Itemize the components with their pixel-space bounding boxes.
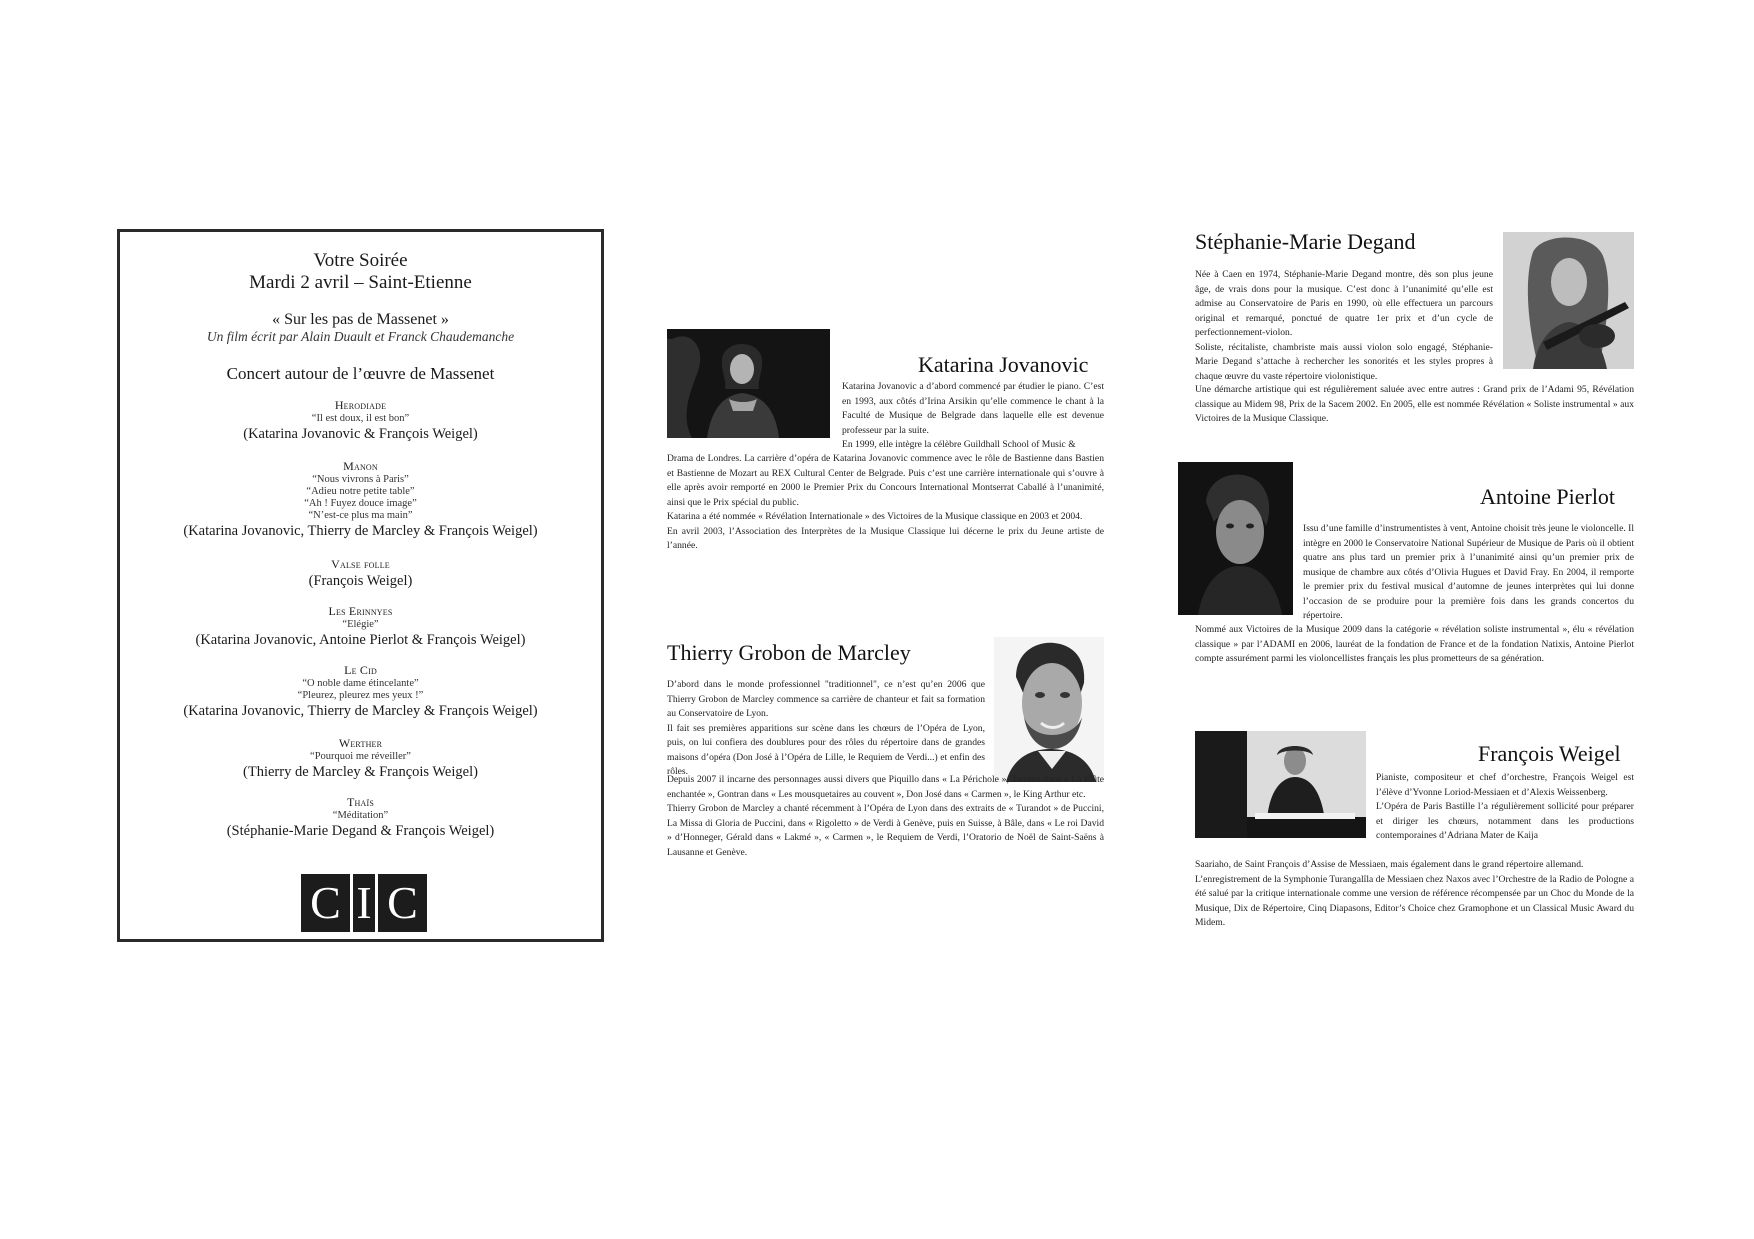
work-title: Herodiade [334, 398, 387, 412]
pierlot-name: Antoine Pierlot [1480, 484, 1616, 509]
work-piece: “Nous vivrons à Paris” [312, 474, 409, 485]
programme-work [120, 604, 601, 649]
weigel-bio-side [1376, 771, 1634, 844]
work-piece: “Méditation” [332, 810, 389, 821]
jovanovic-bio-side [842, 380, 1104, 453]
degand-name: Stéphanie-Marie Degand [1195, 229, 1416, 254]
work-performers: (Katarina Jovanovic, Antoine Pierlot & François Weigel) [195, 632, 526, 648]
bio-paragraph: En avril 2003, l’Association des Interprètes de la Musique Classique lui décerne le prix du Jeune artiste de l’année. [667, 525, 1104, 551]
programme-work [120, 557, 601, 590]
work-piece: “N’est-ce plus ma main” [308, 510, 413, 521]
bio-paragraph: Depuis 2007 il incarne des personnages aussi divers que Piquillo dans « La Périchole », Tamino dans « La Flûte enchantée », Gontran dans « Les mousquetaires au couvent », Don José dans « Carmen », le King Arthur etc. [667, 774, 1104, 800]
cic-logo [301, 874, 427, 932]
film-subtitle: Un film écrit par Alain Duault et Franck Chaudemanche [206, 329, 515, 344]
work-title: Werther [338, 736, 383, 750]
work-title: Manon [343, 459, 378, 473]
programme-work [120, 459, 601, 540]
work-piece: “Adieu notre petite table” [306, 486, 415, 497]
work-performers: (Thierry de Marcley & François Weigel) [243, 764, 478, 780]
work-piece: “Elégie” [342, 619, 379, 630]
bio-paragraph: Il fait ses premières apparitions sur scène dans les chœurs de l’Opéra de Lyon, puis, on lui confiera des doublures pour des rôles du répertoire dans de grandes maisons d’opéra (Don José à l’Opéra de Lille, le Requiem de Verdi...) et enfin des rôles. [667, 722, 985, 777]
bio-paragraph: Soliste, récitaliste, chambriste mais aussi violon solo engagé, Stéphanie-Marie Degand s’attache à rechercher les sonorités et les styles propres à chaque œuvre du vaste répertoire violonistique. [1195, 341, 1493, 382]
work-title: Thaïs [347, 795, 374, 809]
work-title: Valse folle [331, 557, 390, 571]
work-performers: (Katarina Jovanovic & François Weigel) [243, 426, 478, 442]
bio-paragraph: Katarina a été nommée « Révélation Internationale » des Victoires de la Musique classique en 2003 et 2004. [667, 511, 1083, 522]
bio-paragraph: Pianiste, compositeur et chef d’orchestre, François Weigel est l’élève d’Yvonne Loriod-Messiaen et d’Alexis Weissenberg. [1376, 772, 1634, 798]
weigel-photo [1195, 731, 1366, 838]
pierlot-photo [1178, 462, 1293, 615]
marcley-bio-side [667, 678, 985, 780]
logo-letter: C [301, 874, 350, 932]
work-piece: “Pleurez, pleurez mes yeux !” [297, 690, 424, 701]
weigel-bio-full [1195, 858, 1634, 931]
work-piece: “Il est doux, il est bon” [311, 413, 410, 424]
programme-panel [117, 229, 604, 942]
marcley-name: Thierry Grobon de Marcley [667, 640, 911, 665]
bio-paragraph: L’enregistrement de la Symphonie Turangalîla de Messiaen chez Naxos avec l’Orchestre de la Radio de Pologne a été salué par la critique internationale comme une version de référence récompensée par un Choc du Monde de la Musique, Dix de Répertoire, Cinq Diapasons, Editor’s Choice chez Gramophone et un Classical Music Award du Midem. [1195, 873, 1634, 928]
marcley-photo [994, 637, 1104, 782]
marcley-bio-full [667, 773, 1104, 860]
bio-paragraph: Katarina Jovanovic a d’abord commencé par étudier le piano. C’est en 1993, aux côtés d’Irina Arsikin qu’elle commence le chant à la Faculté de Musique de Belgrade dans laquelle elle est devenue professeur par la suite. [842, 381, 1104, 436]
work-title: Les Erinnyes [328, 604, 393, 618]
programme-work [120, 795, 601, 840]
logo-letter: C [378, 874, 427, 932]
work-piece: “Ah ! Fuyez douce image” [304, 498, 417, 509]
pierlot-bio-full [1195, 623, 1634, 667]
jovanovic-bio-full [667, 452, 1104, 554]
work-piece: “O noble dame étincelante” [302, 678, 419, 689]
weigel-name: François Weigel [1478, 741, 1621, 766]
film-title: « Sur les pas de Massenet » [272, 311, 449, 328]
work-performers: (Katarina Jovanovic, Thierry de Marcley & François Weigel) [183, 703, 538, 719]
bio-paragraph: En 1999, elle intègre la célèbre Guildhall School of Music & [842, 439, 1076, 450]
concert-title: Concert autour de l’œuvre de Massenet [226, 364, 495, 383]
pierlot-bio-side [1303, 522, 1634, 624]
logo-letter: I [353, 874, 375, 932]
programme-work [120, 736, 601, 781]
bio-paragraph: Issu d’une famille d’instrumentistes à vent, Antoine choisit très jeune le violoncelle. Il intègre en 2000 le Conservatoire National Supérieur de Musique de Paris où il obtient quatre ans plus tard un premier prix à l’unanimité ainsi qu’un premier prix de musique de chambre aux côtés d’Olivia Hugues et David Fray. En 2004, il remporte le premier prix du festival musical d’automne de jeunes interprètes qui lui donne l’occasion de se produire pour la première fois dans les grands concertos du répertoire. [1303, 523, 1634, 621]
work-title: Le Cid [344, 663, 377, 677]
degand-bio-side [1195, 268, 1493, 384]
bio-paragraph: Drama de Londres. La carrière d’opéra de Katarina Jovanovic commence avec le rôle de Bastienne dans Bastien et Bastienne de Mozart au REX Cultural Center de Belgrade. Puis c’est une carrière internationale qui s’ouvre à elle après avoir remporté en 2000 le Premier Prix du Concours International Montserrat Caballé à l’unanimité, ainsi que le Prix spécial du public. [667, 453, 1104, 508]
programme-work [120, 398, 601, 443]
work-performers: (Katarina Jovanovic, Thierry de Marcley & François Weigel) [183, 523, 538, 539]
bio-paragraph: Nommé aux Victoires de la Musique 2009 dans la catégorie « révélation soliste instrumental », élu « révélation classique » par l’ADAMI en 2006, lauréat de la fondation de France et de la fondation Natixis, Antoine Pierlot compte assurément parmi les violoncellistes français les plus prometteurs de sa génération. [1195, 624, 1634, 664]
work-performers: (François Weigel) [308, 573, 413, 589]
bio-paragraph: L’Opéra de Paris Bastille l’a régulièrement sollicité pour préparer et diriger les chœurs, notamment dans les productions contemporaines d’Adriana Mater de Kaija [1376, 801, 1634, 841]
jovanovic-photo [667, 329, 830, 438]
work-performers: (Stéphanie-Marie Degand & François Weigel) [226, 823, 495, 839]
programme-work [120, 663, 601, 720]
bio-paragraph: Née à Caen en 1974, Stéphanie-Marie Degand montre, dès son plus jeune âge, de vrais dons pour la musique. C’est donc à l’unanimité qu’elle est admise au Conservatoire de Paris en 1990, où elle effectuera un parcours original et remarqué, ponctué de quatre 1er prix et d’un cycle de perfectionnement-violon. [1195, 269, 1493, 338]
bio-paragraph: Une démarche artistique qui est régulièrement saluée avec entre autres : Grand prix de l’Adami 95, Révélation classique au Midem 98, Prix de la Sacem 2002. En 2005, elle est nommée Révélation « Soliste instrumental » aux Victoires de la Musique Classique. [1195, 384, 1634, 424]
degand-bio-full [1195, 383, 1634, 427]
bio-paragraph: Saariaho, de Saint François d’Assise de Messiaen, mais également dans le grand répertoire allemand. [1195, 859, 1584, 870]
jovanovic-name: Katarina Jovanovic [918, 352, 1089, 377]
programme-title: Votre Soirée [313, 250, 408, 271]
programme-date: Mardi 2 avril – Saint-Etienne [249, 272, 472, 293]
degand-photo [1503, 232, 1634, 369]
work-piece: “Pourquoi me réveiller” [310, 751, 411, 762]
bio-paragraph: D’abord dans le monde professionnel "traditionnel", ce n’est qu’en 2006 que Thierry Grobon de Marcley commence sa carrière de chanteur et fait sa formation au Conservatoire de Lyon. [667, 679, 985, 719]
bio-paragraph: Thierry Grobon de Marcley a chanté récemment à l’Opéra de Lyon dans des extraits de « Turandot » de Puccini, La Missa di Gloria de Puccini, dans « Rigoletto » de Verdi à Genève, puis en Suisse, à Bâle, dans « Le roi David » d’Honneger, Gérald dans « Lakmé », « Carmen », le Requiem de Verdi, l’Oratorio de Noël de Saint-Saëns à Lausanne et Genève. [667, 803, 1104, 858]
